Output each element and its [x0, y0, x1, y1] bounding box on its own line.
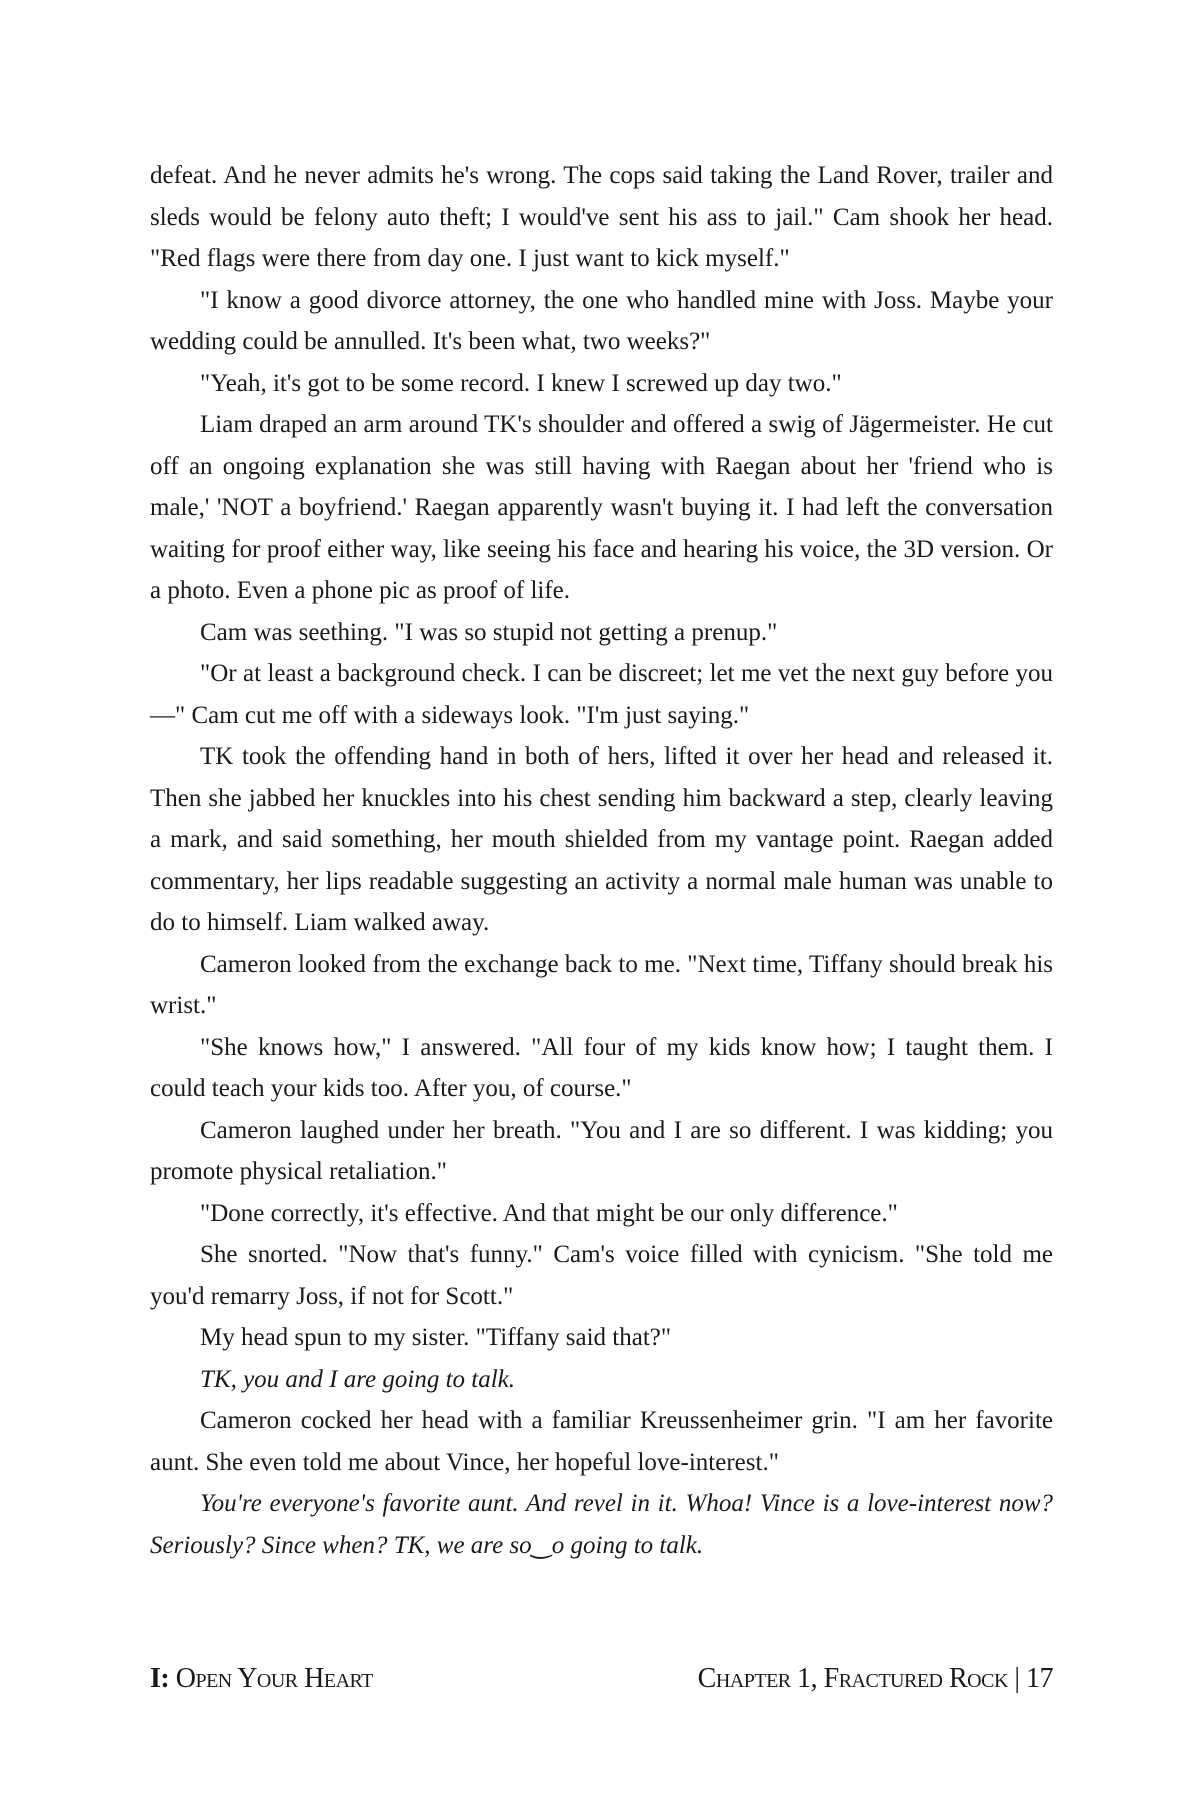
- footer-part-title: [150, 1663, 373, 1695]
- paragraph: Cameron laughed under her breath. "You and I are so different. I was kidding; you promote physical retaliation.": [150, 1116, 1053, 1185]
- paragraph: "She knows how," I answered. "All four of my kids know how; I taught them. I could teach your kids too. After you, of course.": [150, 1033, 1053, 1102]
- page-body: [150, 155, 1053, 1566]
- footer-part-name: Open Your Heart: [175, 1663, 373, 1694]
- inner-thought-paragraph: You're everyone's favorite aunt. And revel in it. Whoa! Vince is a love-interest now? Seriously? Since when? TK, we are so‿o going to talk.: [150, 1490, 1053, 1559]
- paragraph: "I know a good divorce attorney, the one who handled mine with Joss. Maybe your wedding could be annulled. It's been what, two weeks?": [150, 286, 1053, 355]
- inner-thought-paragraph: TK, you and I are going to talk.: [200, 1365, 516, 1393]
- paragraph: She snorted. "Now that's funny." Cam's voice filled with cynicism. "She told me you'd remarry Joss, if not for Scott.": [150, 1241, 1053, 1310]
- footer-part-number: I:: [150, 1663, 170, 1694]
- page-footer: [150, 1663, 1053, 1703]
- paragraph: "Or at least a background check. I can be discreet; let me vet the next guy before you—" Cam cut me off with a sideways look. "I'm just saying.": [150, 660, 1053, 729]
- paragraph: My head spun to my sister. "Tiffany said that?": [200, 1324, 672, 1351]
- paragraph: TK took the offending hand in both of hers, lifted it over her head and released it. Then she jabbed her knuckles into his chest sending him backward a step, clearly leaving a mark, and said something, her mouth shielded from my vantage point. Raegan added commentary, her lips readable suggesting an activity a normal male human was unable to do to himself. Liam walked away.: [150, 743, 1053, 936]
- paragraph: Cameron looked from the exchange back to me. "Next time, Tiffany should break his wrist.": [150, 950, 1053, 1019]
- paragraph: "Yeah, it's got to be some record. I knew I screwed up day two.": [200, 369, 842, 397]
- paragraph: "Done correctly, it's effective. And that might be our only difference.": [200, 1199, 898, 1227]
- footer-chapter-page: Chapter 1, Fractured Rock | 17: [697, 1663, 1053, 1694]
- paragraph: Liam draped an arm around TK's shoulder and offered a swig of Jägermeister. He cut off an ongoing explanation she was still having with Raegan about her 'friend who is male,' 'NOT a boyfriend.' Raegan apparently wasn't buying it. I had left the conversation waiting for proof either way, like seeing his face and hearing his voice, the 3D version. Or a photo. Even a phone pic as proof of life.: [150, 411, 1053, 604]
- paragraph: Cameron cocked her head with a familiar Kreussenheimer grin. "I am her favorite aunt. She even told me about Vince, her hopeful love-interest.": [150, 1407, 1053, 1476]
- paragraph: Cam was seething. "I was so stupid not getting a prenup.": [200, 618, 778, 646]
- paragraph: defeat. And he never admits he's wrong. The cops said taking the Land Rover, trailer and sleds would be felony auto theft; I would've sent his ass to jail." Cam shook her head. "Red flags were there from day one. I just want to kick myself.": [150, 162, 1053, 272]
